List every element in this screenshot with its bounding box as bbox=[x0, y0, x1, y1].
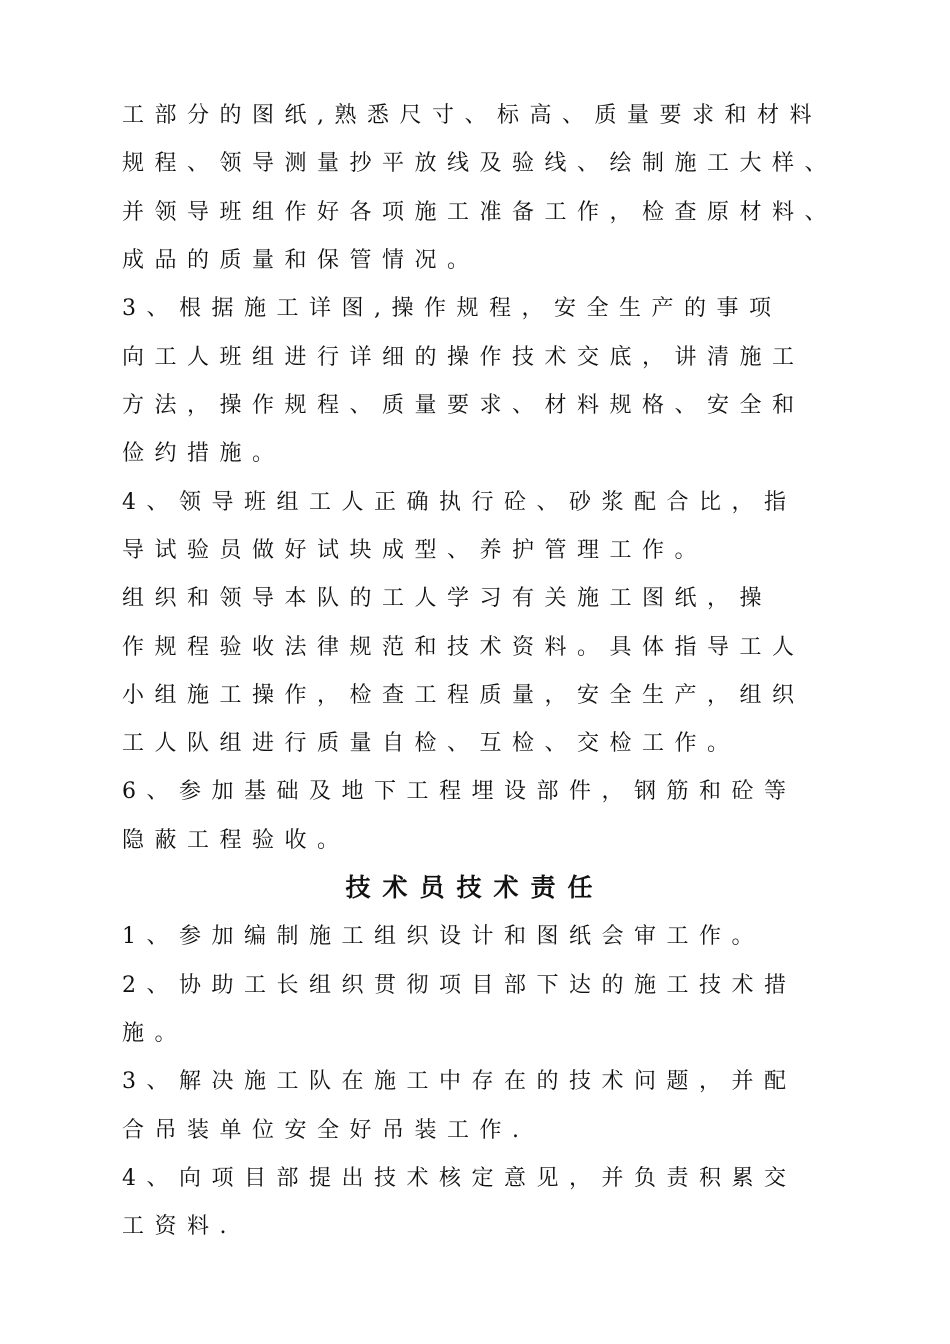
paragraph-line: 方法，操作规程、质量要求、材料规格、安全和 bbox=[122, 393, 805, 418]
section-heading: 技术员技术责任 bbox=[345, 873, 605, 902]
paragraph-line: 规程、领导测量抄平放线及验线、绘制施工大样、 bbox=[122, 151, 838, 176]
paragraph-line: 小组施工操作，检查工程质量，安全生产，组织 bbox=[122, 683, 805, 708]
paragraph-line: 3、解决施工队在施工中存在的技术问题，并配 bbox=[122, 1069, 797, 1094]
paragraph-line: 隐蔽工程验收。 bbox=[122, 828, 350, 853]
paragraph-line: 合吊装单位安全好吊装工作. bbox=[122, 1118, 530, 1143]
paragraph-line: 组织和领导本队的工人学习有关施工图纸，操 bbox=[122, 586, 773, 611]
paragraph-line: 俭约措施。 bbox=[122, 441, 285, 466]
paragraph-line: 1、参加编制施工组织设计和图纸会审工作。 bbox=[122, 924, 764, 949]
paragraph-line: 4、领导班组工人正确执行砼、砂浆配合比，指 bbox=[122, 490, 797, 515]
paragraph-line: 6、参加基础及地下工程埋设部件，钢筋和砼等 bbox=[122, 779, 797, 804]
paragraph-line: 成品的质量和保管情况。 bbox=[122, 248, 480, 273]
paragraph-line: 3、根据施工详图,操作规程，安全生产的事项 bbox=[122, 296, 782, 321]
paragraph-line: 工人队组进行质量自检、互检、交检工作。 bbox=[122, 731, 740, 756]
paragraph-line: 工资料. bbox=[122, 1214, 237, 1239]
paragraph-line: 导试验员做好试块成型、养护管理工作。 bbox=[122, 538, 708, 563]
paragraph-line: 并领导班组作好各项施工准备工作，检查原材料、 bbox=[122, 200, 838, 225]
paragraph-line: 向工人班组进行详细的操作技术交底，讲清施工 bbox=[122, 345, 805, 370]
paragraph-line: 工部分的图纸,熟悉尺寸、标高、质量要求和材料 bbox=[122, 103, 822, 128]
paragraph-line: 作规程验收法律规范和技术资料。具体指导工人 bbox=[122, 635, 805, 660]
paragraph-line: 2、协助工长组织贯彻项目部下达的施工技术措 bbox=[122, 973, 797, 998]
paragraph-line: 4、向项目部提出技术核定意见，并负责积累交 bbox=[122, 1166, 797, 1191]
paragraph-line: 施。 bbox=[122, 1021, 188, 1046]
